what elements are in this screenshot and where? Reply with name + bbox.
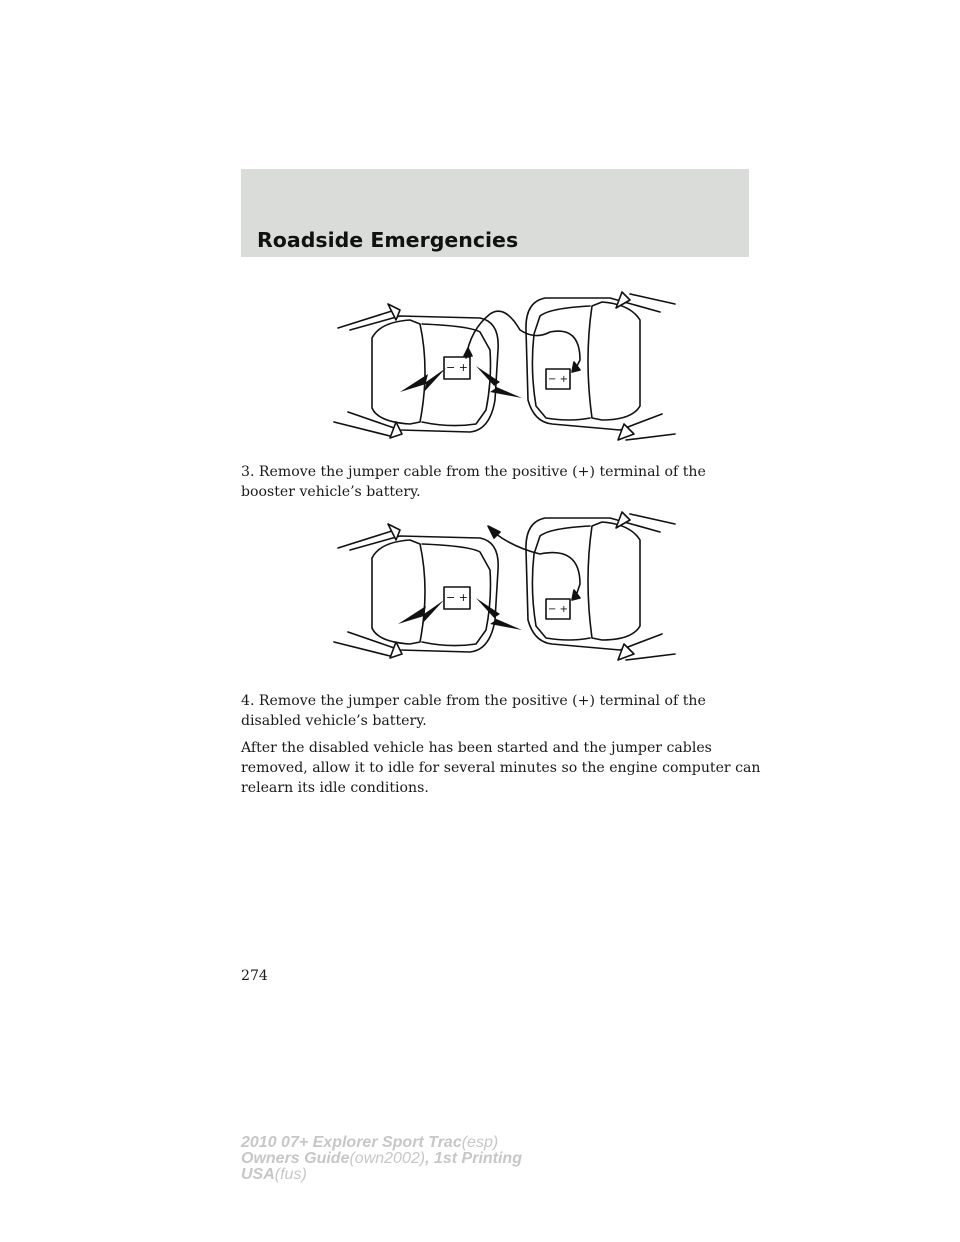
- footer-guide-code: (own2002): [349, 1150, 426, 1167]
- footer-line-3: [241, 1167, 522, 1183]
- battery-terminals-label: − +: [548, 604, 568, 615]
- step-4: 4. Remove the jumper cable from the positive (+) terminal of the disabled vehicle’s battery.: [241, 693, 706, 729]
- jumper-diagram-1-art: [330, 290, 680, 450]
- footer-line-2: [241, 1151, 522, 1167]
- jumper-diagram-2-art: [330, 510, 680, 670]
- footer-line-1: [241, 1135, 522, 1151]
- jumper-diagram-2: [330, 510, 680, 670]
- section-title: Roadside Emergencies: [257, 228, 519, 252]
- jumper-diagram-1: [330, 290, 680, 450]
- page-number: 274: [241, 968, 268, 984]
- battery-terminals-label: − +: [548, 374, 568, 385]
- step-3: 3. Remove the jumper cable from the positive (+) terminal of the booster vehicle’s battery.: [241, 464, 706, 500]
- print-footer: [241, 1135, 522, 1183]
- footer-printing: , 1st Printing: [425, 1150, 522, 1167]
- footer-guide: Owners Guide: [241, 1150, 350, 1167]
- footer-market: USA: [241, 1166, 275, 1183]
- section-header: [241, 169, 749, 257]
- battery-terminals-label: − +: [446, 591, 468, 604]
- battery-terminals-label: − +: [446, 361, 468, 374]
- footer-model: 2010 07+ Explorer Sport Trac: [241, 1134, 462, 1151]
- idle-note: After the disabled vehicle has been started and the jumper cables removed, allow it to idle for several minutes so the engine computer can relearn its idle conditions.: [241, 740, 761, 796]
- footer-market-code: (fus): [274, 1166, 307, 1183]
- footer-model-code: (esp): [461, 1134, 499, 1151]
